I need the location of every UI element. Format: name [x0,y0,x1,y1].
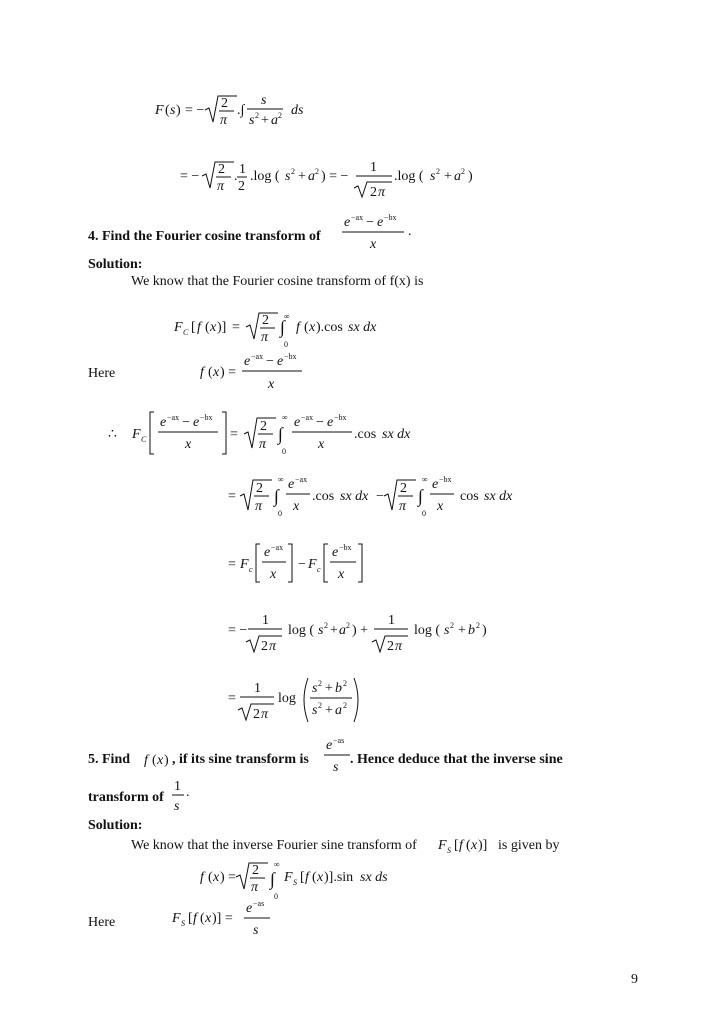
svg-text:π: π [399,499,407,514]
svg-text:2: 2 [218,162,225,177]
svg-text:F: F [308,557,317,572]
problem-4-solution-label [88,257,142,273]
svg-text:a: a [308,169,315,184]
svg-text:f: f [200,365,204,380]
svg-text:(: ( [312,870,317,885]
svg-text:(: ( [200,911,205,926]
svg-text:x: x [157,753,164,768]
equation-svg [170,776,194,818]
svg-text:∞: ∞ [422,475,428,484]
equation-svg [200,857,420,903]
svg-text:π: π [220,113,228,128]
svg-text:x: x [185,437,192,452]
svg-text:s: s [249,113,255,128]
svg-text:−ax: −ax [271,543,284,552]
svg-text:log (: log ( [414,623,441,638]
svg-text:2: 2 [476,621,480,630]
svg-text:= −: = − [185,103,205,118]
svg-text:π: π [251,880,259,895]
svg-text:+: + [444,169,452,184]
svg-text:.∫: .∫ [237,103,245,118]
heading-b-text: , if its sine transform is [172,752,309,767]
heading-c-text: . Hence deduce that the inverse sine [350,752,563,767]
svg-text:sx dx: sx dx [348,320,377,335]
svg-text:x: x [437,499,444,514]
svg-text:x: x [317,870,324,885]
equation-svg [228,472,513,524]
svg-text:f: f [305,870,309,885]
svg-text:f: f [200,870,204,885]
problem-5-heading-part-a: 5. Find [88,752,131,767]
svg-text:ds: ds [291,103,304,118]
problem-5-here-label [88,915,115,931]
svg-text:)] =: )] = [212,911,233,926]
svg-text:−ax: −ax [295,475,308,484]
svg-text:∴: ∴ [108,427,117,442]
svg-text:e: e [294,415,301,430]
svg-text:F: F [172,911,181,926]
svg-text:b: b [335,681,342,696]
svg-text:.: . [186,785,190,800]
svg-text:2: 2 [261,639,268,654]
svg-text:): ) [164,753,169,768]
svg-text:.log (: .log ( [250,169,280,184]
problem-5-heading-part-b [172,752,309,768]
svg-text:sx ds: sx ds [360,870,388,885]
equation-fc-difference [228,540,378,592]
svg-text:e: e [377,215,384,230]
svg-text:f: f [459,838,463,853]
svg-text:−bx: −bx [384,213,397,222]
svg-text:−: − [376,489,384,504]
svg-text:−: − [366,215,374,230]
svg-text:2: 2 [461,167,465,176]
svg-text:0: 0 [274,892,278,901]
svg-text:+: + [261,113,269,128]
svg-text:a: a [454,169,461,184]
svg-text:∫: ∫ [280,317,285,337]
intro-text: We know that the inverse Fourier sine transform of [131,838,417,853]
svg-text:e: e [288,477,295,492]
svg-text:1: 1 [370,160,377,175]
svg-text:e: e [193,415,200,430]
svg-text:=: = [232,320,240,335]
equation-svg [340,212,420,254]
equation-svg [180,158,500,200]
svg-text:π: π [261,330,269,345]
svg-text:) =: ) = [220,365,237,380]
svg-text:∫: ∫ [278,424,283,444]
problem-5-heading-part-c [350,752,563,768]
equation-fourier-cosine-definition [174,305,414,355]
equation-problem4-function [340,212,420,258]
svg-text:s: s [430,169,436,184]
svg-text:e: e [264,545,271,560]
equation-svg [228,540,378,588]
svg-text:2: 2 [436,167,440,176]
svg-text:S: S [293,878,297,887]
svg-text:2: 2 [318,679,322,688]
svg-text:sx dx: sx dx [484,489,513,504]
svg-text:f: f [197,320,201,335]
svg-text:s: s [333,760,339,775]
svg-text:−bx: −bx [284,352,297,361]
svg-text:0: 0 [284,340,288,349]
svg-text:e: e [332,545,339,560]
equation-Fs-result [180,158,500,204]
equation-svg [155,92,345,134]
problem-5-intro-tail [498,838,559,854]
svg-text:0: 0 [282,447,286,456]
here-text: Here [88,366,116,381]
svg-text:∫: ∫ [274,486,279,506]
svg-text:s: s [174,799,180,814]
svg-text:F: F [284,870,293,885]
svg-text:).cos: ).cos [316,320,343,335]
svg-text:−ax: −ax [251,352,264,361]
svg-text:=: = [228,691,236,706]
svg-text:2: 2 [291,167,295,176]
intro-text: We know that the Fourier cosine transform of f(x) is [131,274,424,289]
svg-text:−bx: −bx [439,475,452,484]
svg-text:)]: )] [217,320,227,335]
equation-log-ratio [228,674,378,730]
svg-text:e: e [344,215,351,230]
svg-text:.: . [408,224,412,239]
page-number [631,972,638,988]
svg-text:e: e [432,477,439,492]
svg-text:∞: ∞ [284,312,290,321]
svg-text:x: x [318,437,325,452]
svg-text:x: x [338,567,345,582]
svg-text:−ax: −ax [351,213,364,222]
svg-text:) +: ) + [352,623,369,638]
svg-text:x: x [205,911,212,926]
svg-text:x: x [309,320,316,335]
equation-svg [174,305,414,351]
svg-text:−ax: −ax [167,413,180,422]
equation-therefore-transform [108,408,428,464]
svg-text:F: F [240,557,249,572]
svg-text:=: = [230,427,238,442]
svg-text:): ) [482,623,487,638]
svg-text:=: = [228,489,236,504]
svg-text:f: f [193,911,197,926]
svg-text:−bx: −bx [334,413,347,422]
svg-text:2: 2 [315,167,319,176]
svg-text:C: C [183,328,189,337]
svg-text:−bx: −bx [200,413,213,422]
svg-text:f: f [296,320,300,335]
svg-text:∞: ∞ [274,860,280,869]
svg-text:2: 2 [278,111,282,120]
svg-text:2: 2 [318,701,322,710]
svg-text:s: s [312,703,318,718]
svg-text:1: 1 [254,681,261,696]
svg-text:s: s [318,623,324,638]
svg-text:2: 2 [387,639,394,654]
svg-text:[: [ [454,838,459,853]
problem-5-intro [131,838,417,854]
svg-text:π: π [255,499,263,514]
svg-text:1: 1 [388,613,395,628]
svg-text:(: ( [304,320,309,335]
svg-text:∞: ∞ [278,475,284,484]
svg-text:a: a [271,113,278,128]
svg-text:+: + [330,623,338,638]
svg-text:2: 2 [370,185,377,200]
svg-text:−bx: −bx [339,543,352,552]
svg-text:.: . [234,169,238,184]
svg-text:2: 2 [252,863,259,878]
svg-text:(: ( [208,365,213,380]
svg-text:e: e [244,354,251,369]
solution-label-text: Solution: [88,818,143,833]
svg-text:S: S [181,919,185,928]
svg-text:[: [ [300,870,305,885]
intro-tail-text: is given by [498,838,560,853]
here-text: Here [88,915,116,930]
svg-text:1: 1 [174,779,181,794]
svg-text:x: x [210,320,217,335]
svg-text:[: [ [188,911,193,926]
svg-text:π: π [269,639,277,654]
svg-text:2: 2 [346,621,350,630]
heading-d-text: transform of [88,790,164,805]
svg-text:π: π [395,639,403,654]
svg-text:c: c [249,565,253,574]
svg-text:(: ( [205,320,210,335]
svg-text:= −: = − [228,623,248,638]
svg-text:sx dx: sx dx [382,427,411,442]
svg-text:cos: cos [460,489,479,504]
svg-text:2: 2 [253,707,260,722]
svg-text:f: f [144,753,148,768]
page-number-text: 9 [631,972,638,987]
svg-text:) = −: ) = − [321,169,349,184]
svg-text:2: 2 [324,621,328,630]
svg-text:s: s [170,103,176,118]
svg-text:∞: ∞ [282,413,288,422]
svg-text:F: F [132,427,141,442]
svg-text:(: ( [152,753,157,768]
svg-text:.log (: .log ( [394,169,424,184]
svg-text:−: − [266,354,274,369]
svg-text:(: ( [208,870,213,885]
svg-text:π: π [261,707,269,722]
svg-text:F: F [155,103,164,118]
svg-text:∫: ∫ [270,869,275,889]
equation-problem5-Fs [172,898,282,948]
svg-text:)]: )] [478,838,488,853]
svg-text:π: π [217,179,225,194]
svg-text:.cos: .cos [354,427,377,442]
svg-text:+: + [458,623,466,638]
equation-svg [228,674,378,726]
svg-text:+: + [298,169,306,184]
svg-text:x: x [370,237,377,252]
equation-svg [108,408,428,460]
equation-split-integrals [228,472,513,528]
equation-problem4-fx [200,350,320,400]
svg-text:2: 2 [255,111,259,120]
svg-text:+: + [325,703,333,718]
problem-4-heading-text: 4. Find the Fourier cosine transform of [88,229,321,244]
svg-text:e: e [277,354,284,369]
equation-svg [200,350,320,396]
svg-text:F: F [174,320,183,335]
svg-text:−: − [298,557,306,572]
equation-svg [228,610,498,658]
svg-text:): ) [176,103,181,118]
problem-4-intro [131,274,423,290]
svg-text:π: π [259,437,267,452]
svg-text:log (: log ( [288,623,315,638]
svg-text:0: 0 [422,509,426,518]
svg-text:0: 0 [278,509,282,518]
svg-text:2: 2 [400,481,407,496]
svg-text:x: x [293,499,300,514]
equation-Fs-integral [155,92,345,138]
svg-text:.cos: .cos [312,489,335,504]
svg-text:) =: ) = [220,870,237,885]
svg-text:−ax: −ax [301,413,314,422]
svg-text:e: e [246,901,253,916]
problem-5-heading [88,752,130,768]
svg-text:2: 2 [262,313,269,328]
svg-text:s: s [444,623,450,638]
equation-log-difference [228,610,498,662]
solution-label-text: Solution: [88,257,143,272]
svg-text:s: s [261,93,267,108]
svg-text:1: 1 [239,162,246,177]
svg-text:a: a [335,703,342,718]
svg-text:s: s [285,169,291,184]
svg-text:2: 2 [256,481,263,496]
problem-5-solution-label [88,818,142,834]
svg-text:2: 2 [343,701,347,710]
equation-svg [172,898,282,944]
svg-text:log: log [278,691,296,706]
svg-text:+: + [325,681,333,696]
svg-text:1: 1 [262,613,269,628]
svg-text:): ) [468,169,473,184]
svg-text:2: 2 [238,179,245,194]
svg-text:e: e [327,415,334,430]
svg-text:2: 2 [260,419,267,434]
equation-svg [438,832,494,856]
svg-text:sx dx: sx dx [340,489,369,504]
svg-text:S: S [447,846,451,855]
problem-4-here-label [88,366,115,382]
svg-text:π: π [378,185,386,200]
svg-text:−as: −as [333,736,345,745]
svg-text:x: x [268,377,275,392]
svg-text:2: 2 [221,96,228,111]
svg-text:∫: ∫ [418,486,423,506]
equation-problem5-one-over-s [170,776,194,822]
svg-text:−: − [316,415,324,430]
svg-text:(: ( [466,838,471,853]
svg-text:b: b [468,623,475,638]
svg-text:[: [ [191,320,196,335]
svg-text:2: 2 [450,621,454,630]
problem-5-heading-part-d [88,790,164,806]
svg-text:c: c [317,565,321,574]
svg-text:x: x [213,365,220,380]
svg-text:−: − [182,415,190,430]
svg-text:C: C [141,435,147,444]
svg-text:−as: −as [253,899,265,908]
svg-text:a: a [339,623,346,638]
svg-text:)].sin: )].sin [324,870,354,885]
svg-text:s: s [312,681,318,696]
svg-text:s: s [253,923,259,938]
svg-text:= −: = − [180,169,200,184]
problem-4-heading [88,229,321,245]
svg-text:x: x [213,870,220,885]
svg-text:x: x [471,838,478,853]
equation-Fs-fx-inline [438,832,494,860]
svg-text:x: x [270,567,277,582]
svg-text:e: e [160,415,167,430]
svg-text:2: 2 [343,679,347,688]
svg-text:=: = [228,557,236,572]
svg-text:F: F [438,838,447,853]
svg-text:(: ( [165,103,170,118]
svg-text:e: e [326,738,333,753]
